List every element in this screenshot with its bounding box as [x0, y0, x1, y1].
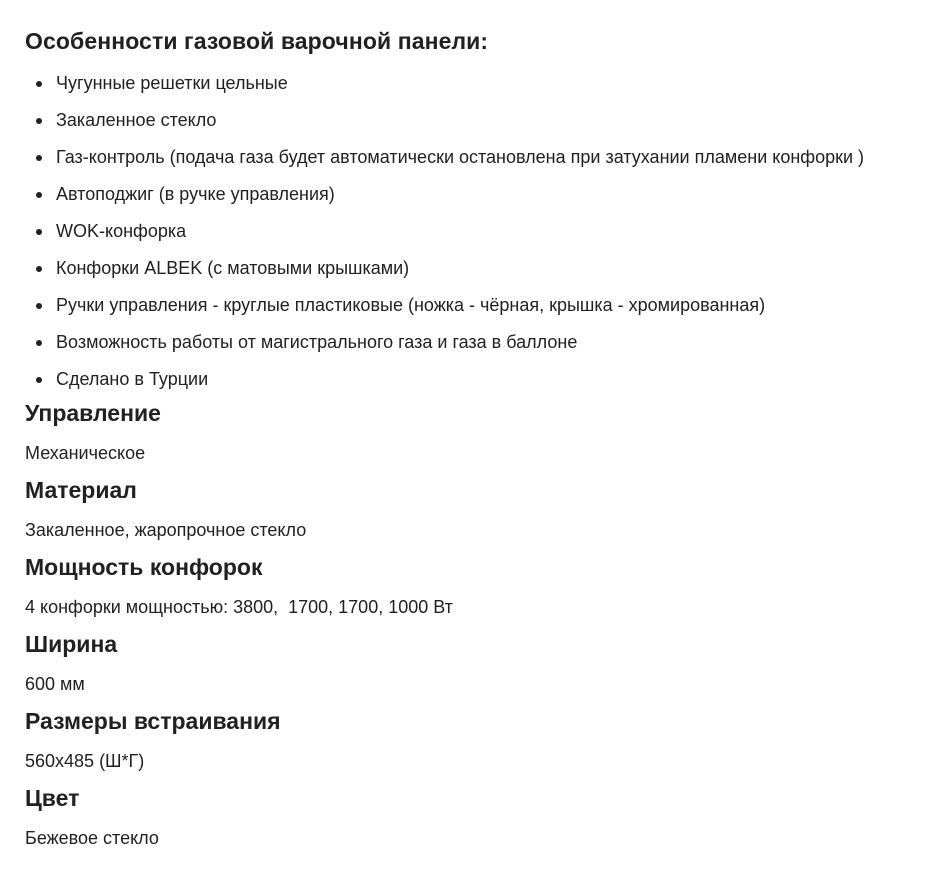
- list-item: [25, 65, 934, 102]
- list-item: [25, 213, 934, 250]
- spec-heading: Ширина: [25, 631, 118, 657]
- spec-burner-power: [25, 553, 934, 615]
- spec-heading: Материал: [25, 477, 137, 503]
- features-list: [25, 65, 934, 398]
- feature-text: WOK-конфорка: [56, 221, 187, 241]
- list-item: [25, 250, 934, 287]
- spec-color: [25, 784, 934, 846]
- specs-section: [25, 399, 934, 846]
- features-title: Особенности газовой варочной панели:: [25, 28, 489, 54]
- spec-value: 4 конфорки мощностью: 3800, 1700, 1700, 1000 Вт: [25, 597, 453, 617]
- list-item: [25, 176, 934, 213]
- spec-heading: Цвет: [25, 785, 80, 811]
- list-item: [25, 139, 934, 176]
- spec-value: Закаленное, жаропрочное стекло: [25, 520, 307, 540]
- feature-text: Конфорки ALBEK (с матовыми крышками): [56, 258, 410, 278]
- feature-text: Возможность работы от магистрального газа и газа в баллоне: [56, 332, 578, 352]
- feature-text: Чугунные решетки цельные: [56, 73, 288, 93]
- bullet-icon: [36, 229, 42, 235]
- list-item: [25, 361, 934, 398]
- bullet-icon: [36, 266, 42, 272]
- bullet-icon: [36, 118, 42, 124]
- feature-text: Газ-контроль (подача газа будет автоматически остановлена при затухании пламени конфорки ): [56, 147, 865, 167]
- list-item: [25, 102, 934, 139]
- bullet-icon: [36, 377, 42, 383]
- list-item: [25, 287, 934, 324]
- spec-value: Механическое: [25, 443, 146, 463]
- bullet-icon: [36, 192, 42, 198]
- feature-text: Ручки управления - круглые пластиковые (ножка - чёрная, крышка - хромированная): [56, 295, 766, 315]
- spec-value: 560х485 (Ш*Г): [25, 751, 145, 771]
- spec-value: Бежевое стекло: [25, 828, 159, 848]
- bullet-icon: [36, 340, 42, 346]
- spec-material: [25, 476, 934, 538]
- feature-text: Закаленное стекло: [56, 110, 217, 130]
- spec-heading: Размеры встраивания: [25, 708, 281, 734]
- list-item: [25, 324, 934, 361]
- spec-heading: Мощность конфорок: [25, 554, 263, 580]
- spec-width: [25, 630, 934, 692]
- bullet-icon: [36, 155, 42, 161]
- spec-value: 600 мм: [25, 674, 85, 694]
- feature-text: Автоподжиг (в ручке управления): [56, 184, 335, 204]
- spec-heading: Управление: [25, 400, 161, 426]
- spec-control: [25, 399, 934, 461]
- spec-cutout-size: [25, 707, 934, 769]
- feature-text: Сделано в Турции: [56, 369, 209, 389]
- bullet-icon: [36, 81, 42, 87]
- bullet-icon: [36, 303, 42, 309]
